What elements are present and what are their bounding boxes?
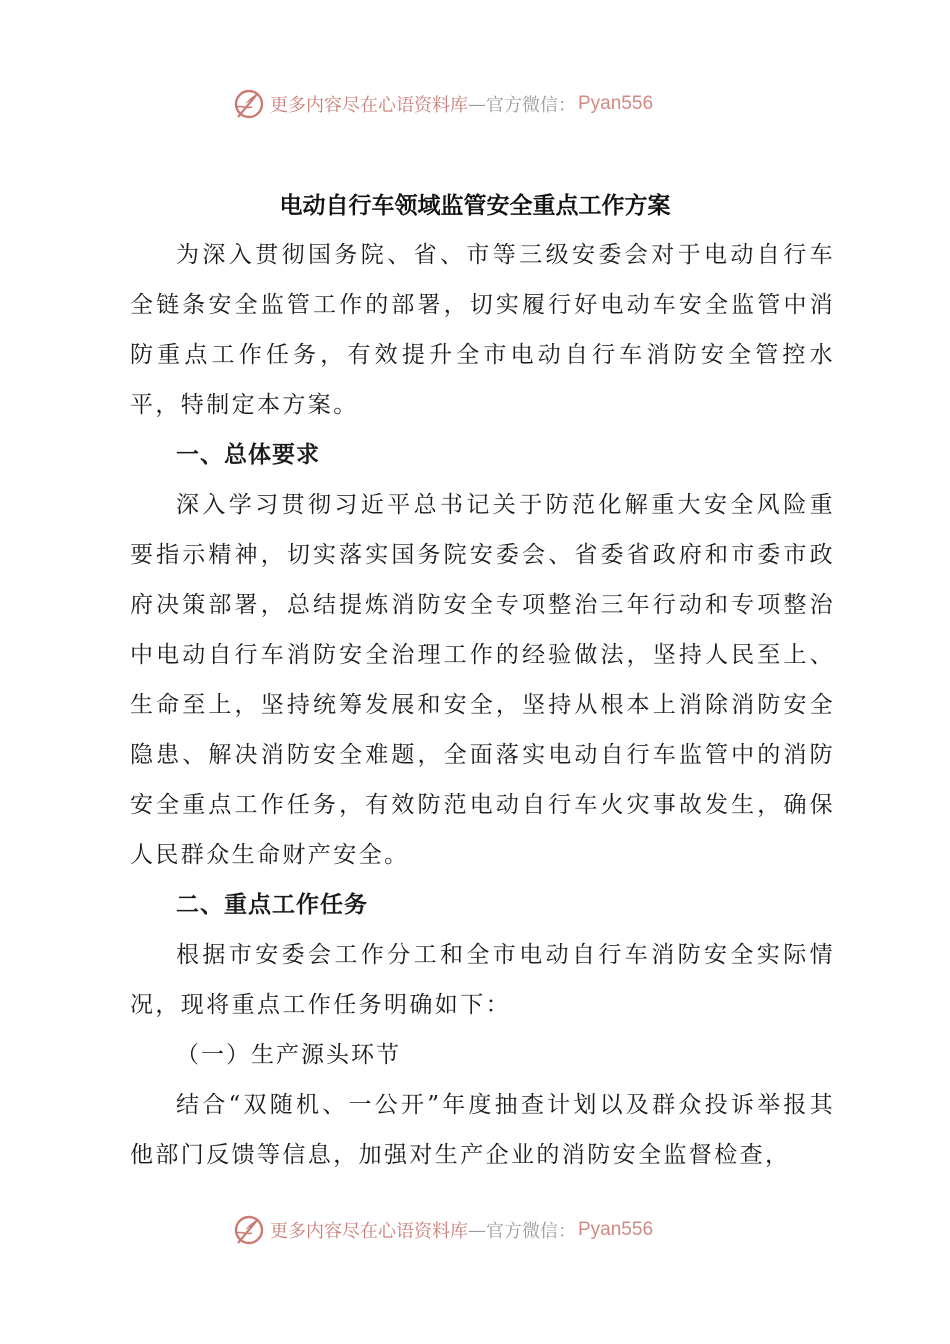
watermark-wechat-id: Pyan556 <box>578 93 654 114</box>
quill-pen-logo-icon <box>232 87 266 121</box>
watermark-brand: 更多内容尽在心语资料库 <box>270 95 468 116</box>
watermark-header <box>232 84 653 124</box>
document-title: 电动自行车领域监管安全重点工作方案 <box>279 193 671 219</box>
quill-pen-logo-icon <box>232 1213 266 1247</box>
watermark-wechat-id: Pyan556 <box>578 1219 654 1240</box>
watermark-label: 官方微信： <box>486 1221 576 1242</box>
subsection1-paragraph: 结合“双随机、一公开”年度抽查计划以及群众投诉举报其他部门反馈等信息，加强对生产企业的消防安全监督检查， <box>130 1092 835 1168</box>
watermark-footer <box>232 1210 653 1250</box>
intro-paragraph: 为深入贯彻国务院、省、市等三级安委会对于电动自行车全链条安全监管工作的部署，切实履行好电动车安全监管中消防重点工作任务，有效提升全市电动自行车消防安全管控水平，特制定本方案。 <box>130 242 835 418</box>
watermark-separator: — <box>468 1219 486 1241</box>
subsection1-heading: （一）生产源头环节 <box>176 1042 401 1068</box>
section1-heading: 一、总体要求 <box>176 442 320 468</box>
watermark-label: 官方微信： <box>486 95 576 116</box>
section1-paragraph: 深入学习贯彻习近平总书记关于防范化解重大安全风险重要指示精神，切实落实国务院安委会、省委省政府和市委市政府决策部署，总结提炼消防安全专项整治三年行动和专项整治中电动自行车消防安全治理工作的经验做法，坚持人民至上、生命至上，坚持统筹发展和安全，坚持从根本上消除消防安全隐患、解决消防安全难题，全面落实电动自行车监管中的消防安全重点工作任务，有效防范电动自行车火灾事故发生，确保人民群众生命财产安全。 <box>130 492 835 868</box>
section2-paragraph: 根据市安委会工作分工和全市电动自行车消防安全实际情况，现将重点工作任务明确如下： <box>130 942 835 1018</box>
watermark-separator: — <box>468 93 486 115</box>
watermark-brand: 更多内容尽在心语资料库 <box>270 1221 468 1242</box>
section2-heading: 二、重点工作任务 <box>176 892 368 918</box>
document-body <box>130 230 835 1180</box>
